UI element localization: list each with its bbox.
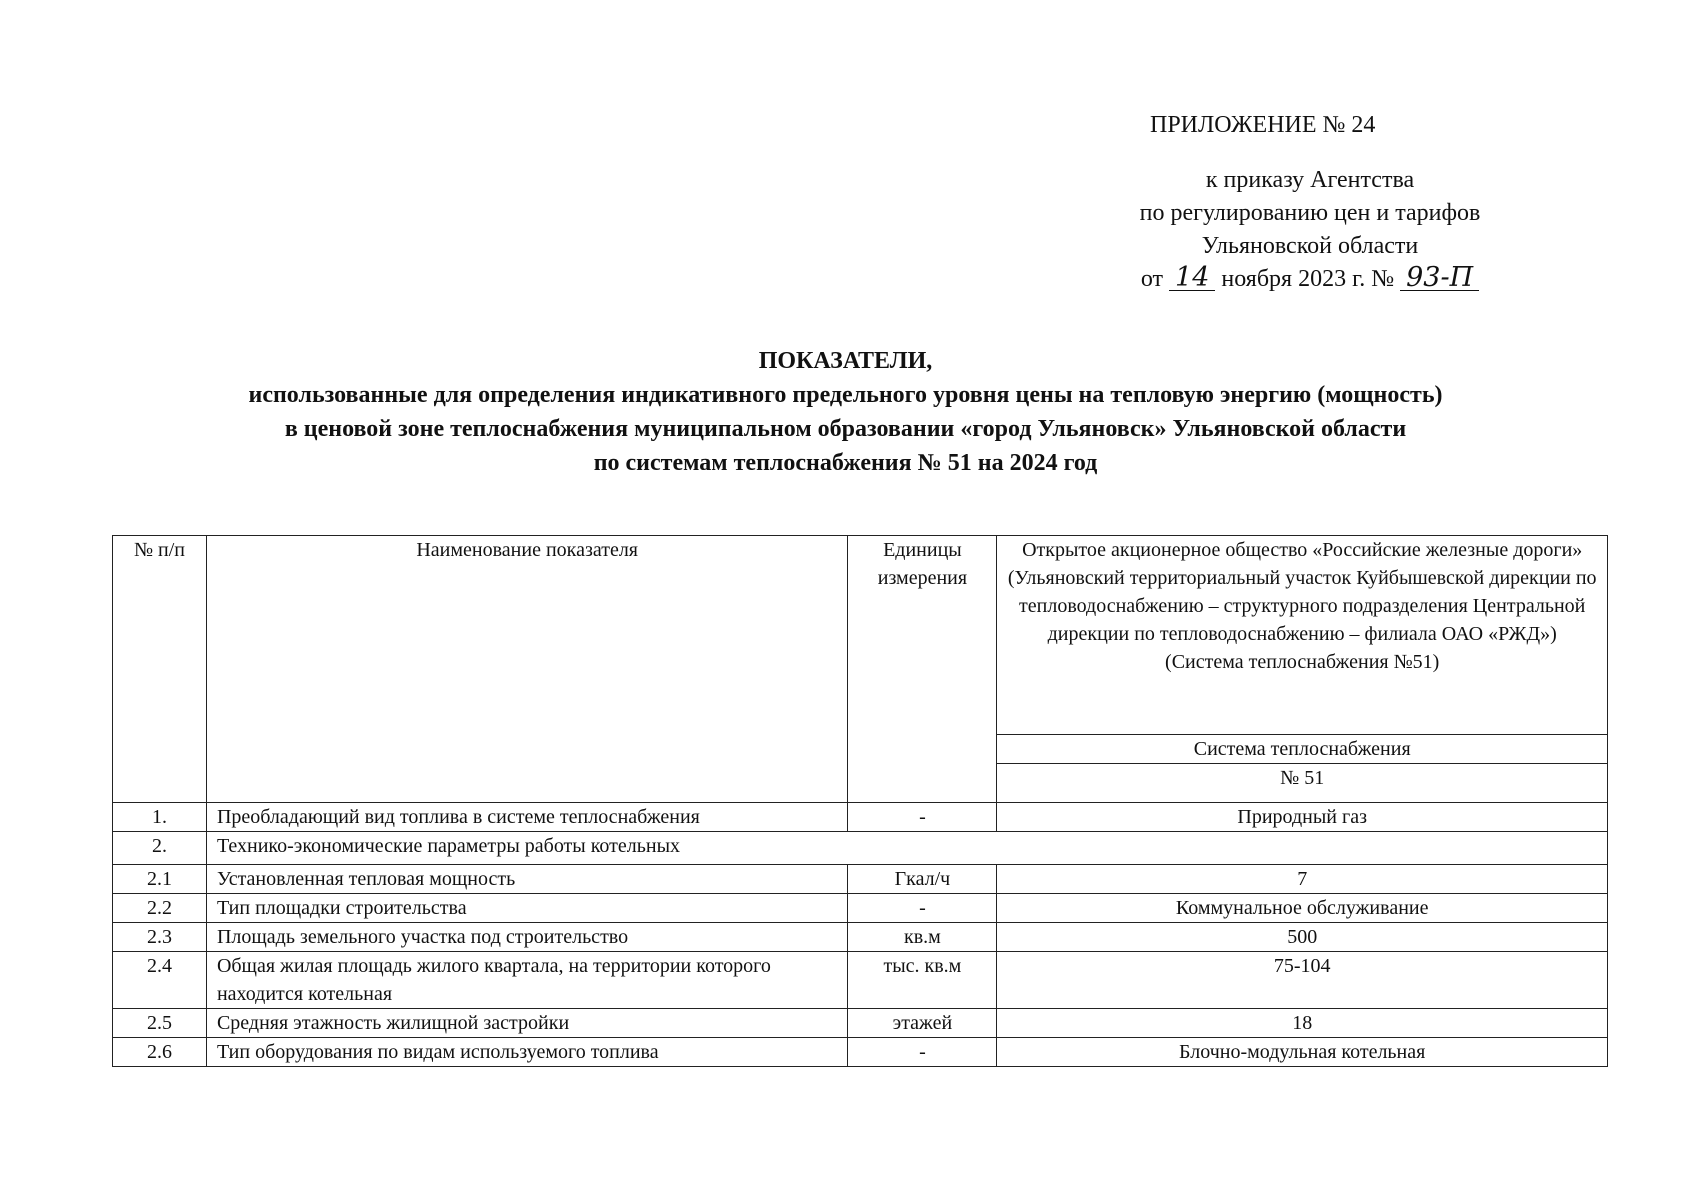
- header-name: Наименование показателя: [206, 536, 848, 803]
- row-unit: -: [848, 803, 997, 832]
- row-name: Площадь земельного участка под строительство: [206, 923, 848, 952]
- table-row: [113, 894, 1608, 923]
- row-num: 2.6: [113, 1038, 207, 1067]
- header-system: Система теплоснабжения: [997, 735, 1608, 764]
- row-unit: кв.м: [848, 923, 997, 952]
- table-row: [113, 1038, 1608, 1067]
- handwritten-day: 14: [1169, 266, 1215, 291]
- header-num: № п/п: [113, 536, 207, 803]
- order-reference: [1020, 164, 1600, 296]
- row-value: 18: [997, 1009, 1608, 1038]
- row-unit: -: [848, 894, 997, 923]
- indicators-table: [112, 535, 1608, 1067]
- table-row: [113, 923, 1608, 952]
- row-value: 75-104: [997, 952, 1608, 1009]
- row-unit: Гкал/ч: [848, 865, 997, 894]
- row-name: Тип оборудования по видам используемого топлива: [206, 1038, 848, 1067]
- row-name: Общая жилая площадь жилого квартала, на территории которого находится котельная: [206, 952, 848, 1009]
- row-num: 2.2: [113, 894, 207, 923]
- row-num: 2.5: [113, 1009, 207, 1038]
- row-num: 2.1: [113, 865, 207, 894]
- row-value: 7: [997, 865, 1608, 894]
- row-value: Коммунальное обслуживание: [997, 894, 1608, 923]
- title-line: ПОКАЗАТЕЛИ,: [758, 348, 933, 374]
- header-unit: Единицы измерения: [848, 536, 997, 803]
- order-dateline: [1020, 263, 1600, 296]
- table-row: [113, 803, 1608, 832]
- row-num: 2.4: [113, 952, 207, 1009]
- row-num: 1.: [113, 803, 207, 832]
- header-organization: Открытое акционерное общество «Российские железные дороги» (Ульяновский территориальный участок Куйбышевской дирекции по тепловодоснабжению – структурного подразделения Центральной дирекции по тепловодоснабжению – филиала ОАО «РЖД») (Система теплоснабжения №51): [997, 536, 1608, 735]
- ref-line: по регулированию цен и тарифов: [1139, 200, 1481, 226]
- table-row: [113, 865, 1608, 894]
- date-prefix: от: [1140, 266, 1164, 292]
- row-name: Преобладающий вид топлива в системе теплоснабжения: [206, 803, 848, 832]
- title-line: использованные для определения индикативного предельного уровня цены на тепловую энергию (мощность): [248, 382, 1443, 408]
- row-unit: -: [848, 1038, 997, 1067]
- row-num: 2.: [113, 832, 207, 865]
- ref-line: к приказу Агентства: [1205, 167, 1415, 193]
- row-value: Блочно-модульная котельная: [997, 1038, 1608, 1067]
- row-num: 2.3: [113, 923, 207, 952]
- appendix-label: ПРИЛОЖЕНИЕ № 24: [1150, 112, 1376, 138]
- table-row: [113, 832, 1608, 865]
- row-name: Средняя этажность жилищной застройки: [206, 1009, 848, 1038]
- handwritten-order-number: 93-П: [1400, 266, 1479, 291]
- row-unit: тыс. кв.м: [848, 952, 997, 1009]
- row-value: 500: [997, 923, 1608, 952]
- ref-line: Ульяновской области: [1201, 233, 1419, 259]
- table-header-row: [113, 536, 1608, 735]
- row-name: Технико-экономические параметры работы котельных: [206, 832, 1607, 865]
- row-unit: этажей: [848, 1009, 997, 1038]
- header-system-number: № 51: [997, 764, 1608, 803]
- table-row: [113, 1009, 1608, 1038]
- title-line: по системам теплоснабжения № 51 на 2024 год: [593, 450, 1098, 476]
- row-name: Установленная тепловая мощность: [206, 865, 848, 894]
- date-rest: ноября 2023 г. №: [1221, 266, 1395, 292]
- row-name: Тип площадки строительства: [206, 894, 848, 923]
- row-value: Природный газ: [997, 803, 1608, 832]
- document-title: [0, 344, 1691, 480]
- title-line: в ценовой зоне теплоснабжения муниципальном образовании «город Ульяновск» Ульяновской области: [284, 416, 1407, 442]
- table-row: [113, 952, 1608, 1009]
